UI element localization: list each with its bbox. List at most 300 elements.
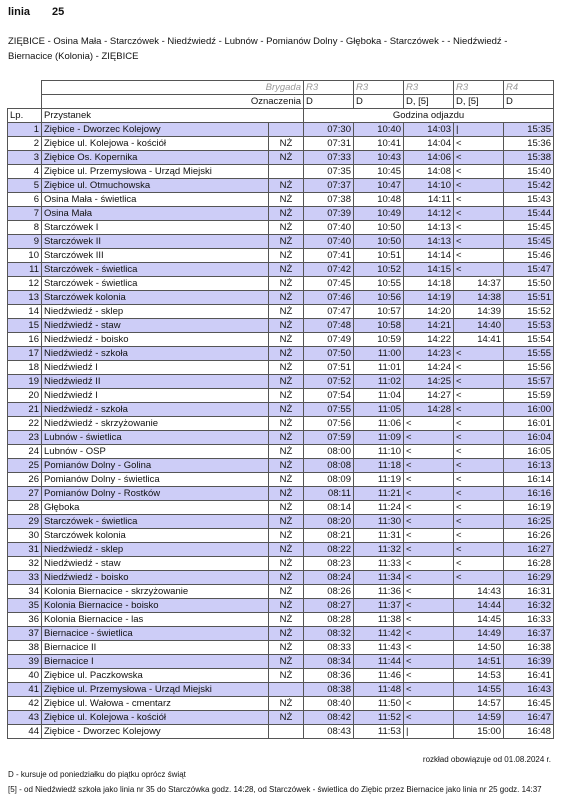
request-stop-flag: NŻ: [269, 487, 304, 501]
stop-name: Niedźwiedź - sklep: [42, 305, 269, 319]
table-row: [8, 375, 554, 389]
departure-time: 15:56: [504, 361, 554, 375]
stop-number: 10: [8, 249, 42, 263]
departure-time: 08:43: [304, 725, 354, 739]
stop-name: Ziębice - Dworzec Kolejowy: [42, 123, 269, 137]
stop-name: Starczówek - świetlica: [42, 277, 269, 291]
departure-time: <: [404, 697, 454, 711]
request-stop-flag: NŻ: [269, 445, 304, 459]
stop-name: Niedźwiedź - staw: [42, 319, 269, 333]
table-row: [8, 263, 554, 277]
request-stop-flag: NŻ: [269, 599, 304, 613]
departure-time: 14:45: [454, 613, 504, 627]
departure-time: 10:59: [354, 333, 404, 347]
departure-time: <: [454, 221, 504, 235]
departure-time: 16:01: [504, 417, 554, 431]
stop-name: Starczówek I: [42, 221, 269, 235]
stop-number: 35: [8, 599, 42, 613]
table-row: [8, 571, 554, 585]
departure-time: 15:47: [504, 263, 554, 277]
departure-time: 08:11: [304, 487, 354, 501]
line-number: 25: [52, 6, 65, 18]
departure-time: <: [404, 459, 454, 473]
stop-number: 18: [8, 361, 42, 375]
table-row: [8, 445, 554, 459]
departure-time: 15:42: [504, 179, 554, 193]
stop-name: Niedźwiedź II: [42, 375, 269, 389]
departure-time: 14:19: [404, 291, 454, 305]
request-stop-flag: NŻ: [269, 627, 304, 641]
table-row: [8, 543, 554, 557]
departure-time: <: [404, 613, 454, 627]
stop-number: 27: [8, 487, 42, 501]
stop-number: 26: [8, 473, 42, 487]
departure-time: 14:04: [404, 137, 454, 151]
departure-time: 11:00: [354, 347, 404, 361]
departure-time: 11:31: [354, 529, 404, 543]
departure-time: 11:30: [354, 515, 404, 529]
departure-time: 14:27: [404, 389, 454, 403]
table-row: [8, 347, 554, 361]
stop-number: 34: [8, 585, 42, 599]
stop-number: 14: [8, 305, 42, 319]
departure-time: 14:08: [404, 165, 454, 179]
stop-name: Biernacice II: [42, 641, 269, 655]
departure-time: 07:38: [304, 193, 354, 207]
stop-number: 44: [8, 725, 42, 739]
request-stop-flag: NŻ: [269, 585, 304, 599]
departure-header: Godzina odjazdu: [304, 109, 554, 123]
table-row: [8, 333, 554, 347]
departure-time: <: [454, 487, 504, 501]
departure-time: 07:48: [304, 319, 354, 333]
stop-number: 6: [8, 193, 42, 207]
departure-time: <: [454, 501, 504, 515]
oznaczenia-value: D: [504, 95, 554, 109]
stop-name: Ziębice ul. Wałowa - cmentarz: [42, 697, 269, 711]
request-stop-flag: NŻ: [269, 557, 304, 571]
departure-time: <: [404, 599, 454, 613]
departure-time: <: [404, 669, 454, 683]
departure-time: 07:47: [304, 305, 354, 319]
request-stop-flag: NŻ: [269, 417, 304, 431]
table-row: [8, 459, 554, 473]
request-stop-flag: NŻ: [269, 515, 304, 529]
stop-name: Niedźwiedź - boisko: [42, 571, 269, 585]
departure-time: 07:49: [304, 333, 354, 347]
stop-number: 21: [8, 403, 42, 417]
departure-time: 14:13: [404, 235, 454, 249]
departure-time: 08:20: [304, 515, 354, 529]
stop-name: Ziębice ul. Przemysłowa - Urząd Miejski: [42, 165, 269, 179]
departure-time: 15:50: [504, 277, 554, 291]
stop-name: Pomianów Dolny - Golina: [42, 459, 269, 473]
departure-time: 16:19: [504, 501, 554, 515]
departure-time: 11:18: [354, 459, 404, 473]
stop-name: Głęboka: [42, 501, 269, 515]
stop-name: Niedźwiedź - szkoła: [42, 347, 269, 361]
departure-time: 14:43: [454, 585, 504, 599]
departure-time: 08:08: [304, 459, 354, 473]
departure-time: 16:05: [504, 445, 554, 459]
stop-number: 12: [8, 277, 42, 291]
departure-time: 14:24: [404, 361, 454, 375]
departure-time: 07:35: [304, 165, 354, 179]
departure-time: 07:30: [304, 123, 354, 137]
departure-time: 14:38: [454, 291, 504, 305]
departure-time: <: [454, 557, 504, 571]
departure-time: 16:28: [504, 557, 554, 571]
request-stop-flag: NŻ: [269, 263, 304, 277]
departure-time: <: [404, 683, 454, 697]
stop-name: Starczówek II: [42, 235, 269, 249]
stop-name: Pomianów Dolny - świetlica: [42, 473, 269, 487]
departure-time: <: [454, 571, 504, 585]
stop-name: Niedźwiedź I: [42, 361, 269, 375]
departure-time: 07:55: [304, 403, 354, 417]
departure-time: |: [454, 123, 504, 137]
table-row: [8, 151, 554, 165]
departure-time: <: [404, 711, 454, 725]
stop-number: 2: [8, 137, 42, 151]
departure-time: 14:53: [454, 669, 504, 683]
table-row: [8, 123, 554, 137]
header-spacer: [8, 95, 42, 109]
departure-time: 14:06: [404, 151, 454, 165]
stop-name: Kolonia Biernacice - las: [42, 613, 269, 627]
departure-time: 11:44: [354, 655, 404, 669]
departure-time: 10:40: [354, 123, 404, 137]
stop-name: Ziębice ul. Przemysłowa - Urząd Miejski: [42, 683, 269, 697]
brygada-value: R3: [404, 81, 454, 95]
request-stop-flag: NŻ: [269, 249, 304, 263]
stop-name: Lubnów - świetlica: [42, 431, 269, 445]
departure-time: 11:42: [354, 627, 404, 641]
stop-number: 5: [8, 179, 42, 193]
timetable: [7, 80, 554, 739]
stop-header: Przystanek: [42, 109, 304, 123]
request-stop-flag: NŻ: [269, 193, 304, 207]
table-row: [8, 599, 554, 613]
departure-time: 08:24: [304, 571, 354, 585]
departure-time: 15:54: [504, 333, 554, 347]
departure-time: 10:55: [354, 277, 404, 291]
table-row: [8, 725, 554, 739]
request-stop-flag: NŻ: [269, 403, 304, 417]
request-stop-flag: NŻ: [269, 697, 304, 711]
table-row: [8, 207, 554, 221]
departure-time: 11:34: [354, 571, 404, 585]
brygada-value: R4: [504, 81, 554, 95]
departure-time: 15:52: [504, 305, 554, 319]
departure-time: 08:28: [304, 613, 354, 627]
request-stop-flag: NŻ: [269, 571, 304, 585]
departure-time: 14:12: [404, 207, 454, 221]
request-stop-flag: [269, 683, 304, 697]
departure-time: 14:40: [454, 319, 504, 333]
departure-time: 08:36: [304, 669, 354, 683]
departure-time: 15:53: [504, 319, 554, 333]
departure-time: 16:38: [504, 641, 554, 655]
stop-name: Ziębice ul. Paczkowska: [42, 669, 269, 683]
table-row: [8, 249, 554, 263]
oznaczenia-value: D: [354, 95, 404, 109]
stop-name: Biernacice I: [42, 655, 269, 669]
table-row: [8, 235, 554, 249]
table-row: [8, 613, 554, 627]
table-row: [8, 585, 554, 599]
table-row: [8, 487, 554, 501]
stop-name: Starczówek kolonia: [42, 529, 269, 543]
stop-number: 42: [8, 697, 42, 711]
departure-time: 11:33: [354, 557, 404, 571]
stop-number: 32: [8, 557, 42, 571]
stop-number: 17: [8, 347, 42, 361]
table-row: [8, 319, 554, 333]
stop-number: 30: [8, 529, 42, 543]
request-stop-flag: NŻ: [269, 305, 304, 319]
request-stop-flag: NŻ: [269, 291, 304, 305]
stop-name: Osina Mała - świetlica: [42, 193, 269, 207]
departure-time: 08:27: [304, 599, 354, 613]
header-spacer: [8, 81, 42, 95]
table-row: [8, 193, 554, 207]
stop-number: 38: [8, 641, 42, 655]
departure-time: <: [454, 529, 504, 543]
departure-time: 11:06: [354, 417, 404, 431]
brygada-value: R3: [304, 81, 354, 95]
brygada-row: [8, 81, 554, 95]
departure-time: 16:16: [504, 487, 554, 501]
departure-time: 14:37: [454, 277, 504, 291]
departure-time: 10:50: [354, 235, 404, 249]
stop-number: 33: [8, 571, 42, 585]
departure-time: 16:47: [504, 711, 554, 725]
table-row: [8, 501, 554, 515]
request-stop-flag: NŻ: [269, 151, 304, 165]
departure-time: 10:41: [354, 137, 404, 151]
departure-time: 16:27: [504, 543, 554, 557]
departure-time: 14:13: [404, 221, 454, 235]
brygada-value: R3: [354, 81, 404, 95]
departure-time: 16:25: [504, 515, 554, 529]
departure-time: <: [404, 627, 454, 641]
stop-name: Osina Mała: [42, 207, 269, 221]
departure-time: 08:42: [304, 711, 354, 725]
oznaczenia-value: D: [304, 95, 354, 109]
departure-time: 14:28: [404, 403, 454, 417]
departure-time: 11:04: [354, 389, 404, 403]
stop-name: Kolonia Biernacice - boisko: [42, 599, 269, 613]
stop-number: 41: [8, 683, 42, 697]
stop-number: 1: [8, 123, 42, 137]
departure-time: 07:45: [304, 277, 354, 291]
departure-time: <: [454, 515, 504, 529]
table-row: [8, 431, 554, 445]
departure-time: 10:48: [354, 193, 404, 207]
departure-time: <: [454, 459, 504, 473]
departure-time: <: [454, 165, 504, 179]
request-stop-flag: NŻ: [269, 641, 304, 655]
departure-time: 15:45: [504, 235, 554, 249]
departure-time: |: [404, 725, 454, 739]
request-stop-flag: NŻ: [269, 613, 304, 627]
stop-number: 3: [8, 151, 42, 165]
departure-time: <: [404, 543, 454, 557]
departure-time: <: [454, 151, 504, 165]
request-stop-flag: NŻ: [269, 221, 304, 235]
departure-time: 11:37: [354, 599, 404, 613]
departure-time: 07:31: [304, 137, 354, 151]
table-row: [8, 277, 554, 291]
table-row: [8, 305, 554, 319]
stop-name: Ziębice ul. Kolejowa - kościół: [42, 137, 269, 151]
departure-time: 15:38: [504, 151, 554, 165]
brygada-label: Brygada: [42, 81, 304, 95]
departure-time: 14:11: [404, 193, 454, 207]
request-stop-flag: NŻ: [269, 277, 304, 291]
departure-time: <: [454, 375, 504, 389]
departure-time: 14:15: [404, 263, 454, 277]
stop-number: 24: [8, 445, 42, 459]
departure-time: 10:58: [354, 319, 404, 333]
departure-time: 08:23: [304, 557, 354, 571]
departure-time: 15:45: [504, 221, 554, 235]
departure-time: <: [454, 235, 504, 249]
stop-number: 19: [8, 375, 42, 389]
departure-time: 10:49: [354, 207, 404, 221]
departure-time: 11:10: [354, 445, 404, 459]
departure-time: 15:44: [504, 207, 554, 221]
departure-time: <: [404, 515, 454, 529]
departure-time: <: [454, 445, 504, 459]
departure-time: <: [404, 473, 454, 487]
departure-time: 14:57: [454, 697, 504, 711]
table-row: [8, 221, 554, 235]
departure-time: 10:47: [354, 179, 404, 193]
departure-time: 07:52: [304, 375, 354, 389]
departure-time: 16:37: [504, 627, 554, 641]
request-stop-flag: NŻ: [269, 473, 304, 487]
departure-time: 08:33: [304, 641, 354, 655]
table-row: [8, 683, 554, 697]
departure-time: 14:59: [454, 711, 504, 725]
stop-name: Lubnów - OSP: [42, 445, 269, 459]
request-stop-flag: NŻ: [269, 179, 304, 193]
oznaczenia-value: D, [5]: [454, 95, 504, 109]
request-stop-flag: NŻ: [269, 347, 304, 361]
table-row: [8, 473, 554, 487]
departure-time: <: [404, 487, 454, 501]
departure-time: 11:46: [354, 669, 404, 683]
departure-time: 14:18: [404, 277, 454, 291]
line-label: linia: [8, 6, 31, 18]
departure-time: 08:00: [304, 445, 354, 459]
lp-header: Lp.: [8, 109, 42, 123]
stop-number: 13: [8, 291, 42, 305]
stop-number: 9: [8, 235, 42, 249]
departure-time: 07:54: [304, 389, 354, 403]
departure-time: 16:43: [504, 683, 554, 697]
table-row: [8, 515, 554, 529]
departure-time: 08:14: [304, 501, 354, 515]
departure-time: <: [404, 417, 454, 431]
stop-name: Ziębice - Dworzec Kolejowy: [42, 725, 269, 739]
stop-number: 36: [8, 613, 42, 627]
brygada-value: R3: [454, 81, 504, 95]
departure-time: <: [404, 585, 454, 599]
departure-time: 11:53: [354, 725, 404, 739]
departure-time: 11:01: [354, 361, 404, 375]
departure-time: 08:40: [304, 697, 354, 711]
departure-time: 11:43: [354, 641, 404, 655]
request-stop-flag: NŻ: [269, 333, 304, 347]
departure-time: 14:23: [404, 347, 454, 361]
departure-time: 15:43: [504, 193, 554, 207]
stop-number: 8: [8, 221, 42, 235]
departure-time: 07:33: [304, 151, 354, 165]
request-stop-flag: NŻ: [269, 319, 304, 333]
departure-time: 10:43: [354, 151, 404, 165]
oznaczenia-row: [8, 95, 554, 109]
departure-time: 11:19: [354, 473, 404, 487]
stop-name: Starczówek - świetlica: [42, 515, 269, 529]
validity-note: rozkład obowiązuje od 01.08.2024 r.: [422, 755, 551, 764]
departure-time: <: [454, 473, 504, 487]
departure-time: 07:46: [304, 291, 354, 305]
departure-time: <: [454, 207, 504, 221]
departure-time: 11:24: [354, 501, 404, 515]
departure-time: 10:45: [354, 165, 404, 179]
stop-name: Starczówek - świetlica: [42, 263, 269, 277]
stop-name: Niedźwiedź - skrzyżowanie: [42, 417, 269, 431]
departure-time: 16:32: [504, 599, 554, 613]
stop-number: 40: [8, 669, 42, 683]
departure-time: 15:46: [504, 249, 554, 263]
stop-number: 37: [8, 627, 42, 641]
departure-time: 08:38: [304, 683, 354, 697]
stop-name: Starczówek kolonia: [42, 291, 269, 305]
stop-number: 11: [8, 263, 42, 277]
departure-time: 10:52: [354, 263, 404, 277]
request-stop-flag: NŻ: [269, 529, 304, 543]
departure-time: 07:51: [304, 361, 354, 375]
table-row: [8, 361, 554, 375]
departure-time: <: [454, 263, 504, 277]
departure-time: 15:59: [504, 389, 554, 403]
departure-time: 15:40: [504, 165, 554, 179]
table-row: [8, 529, 554, 543]
departure-time: <: [404, 501, 454, 515]
departure-time: 07:59: [304, 431, 354, 445]
departure-time: 11:52: [354, 711, 404, 725]
departure-time: <: [454, 389, 504, 403]
departure-time: 15:36: [504, 137, 554, 151]
table-row: [8, 627, 554, 641]
legend-line-1: D - kursuje od poniedziałku do piątku oprócz świąt: [8, 770, 186, 779]
request-stop-flag: NŻ: [269, 711, 304, 725]
stop-number: 7: [8, 207, 42, 221]
table-row: [8, 655, 554, 669]
table-row: [8, 641, 554, 655]
request-stop-flag: [269, 725, 304, 739]
departure-time: 08:21: [304, 529, 354, 543]
departure-time: 07:37: [304, 179, 354, 193]
departure-time: 15:35: [504, 123, 554, 137]
departure-time: 14:50: [454, 641, 504, 655]
request-stop-flag: NŻ: [269, 501, 304, 515]
departure-time: <: [404, 641, 454, 655]
